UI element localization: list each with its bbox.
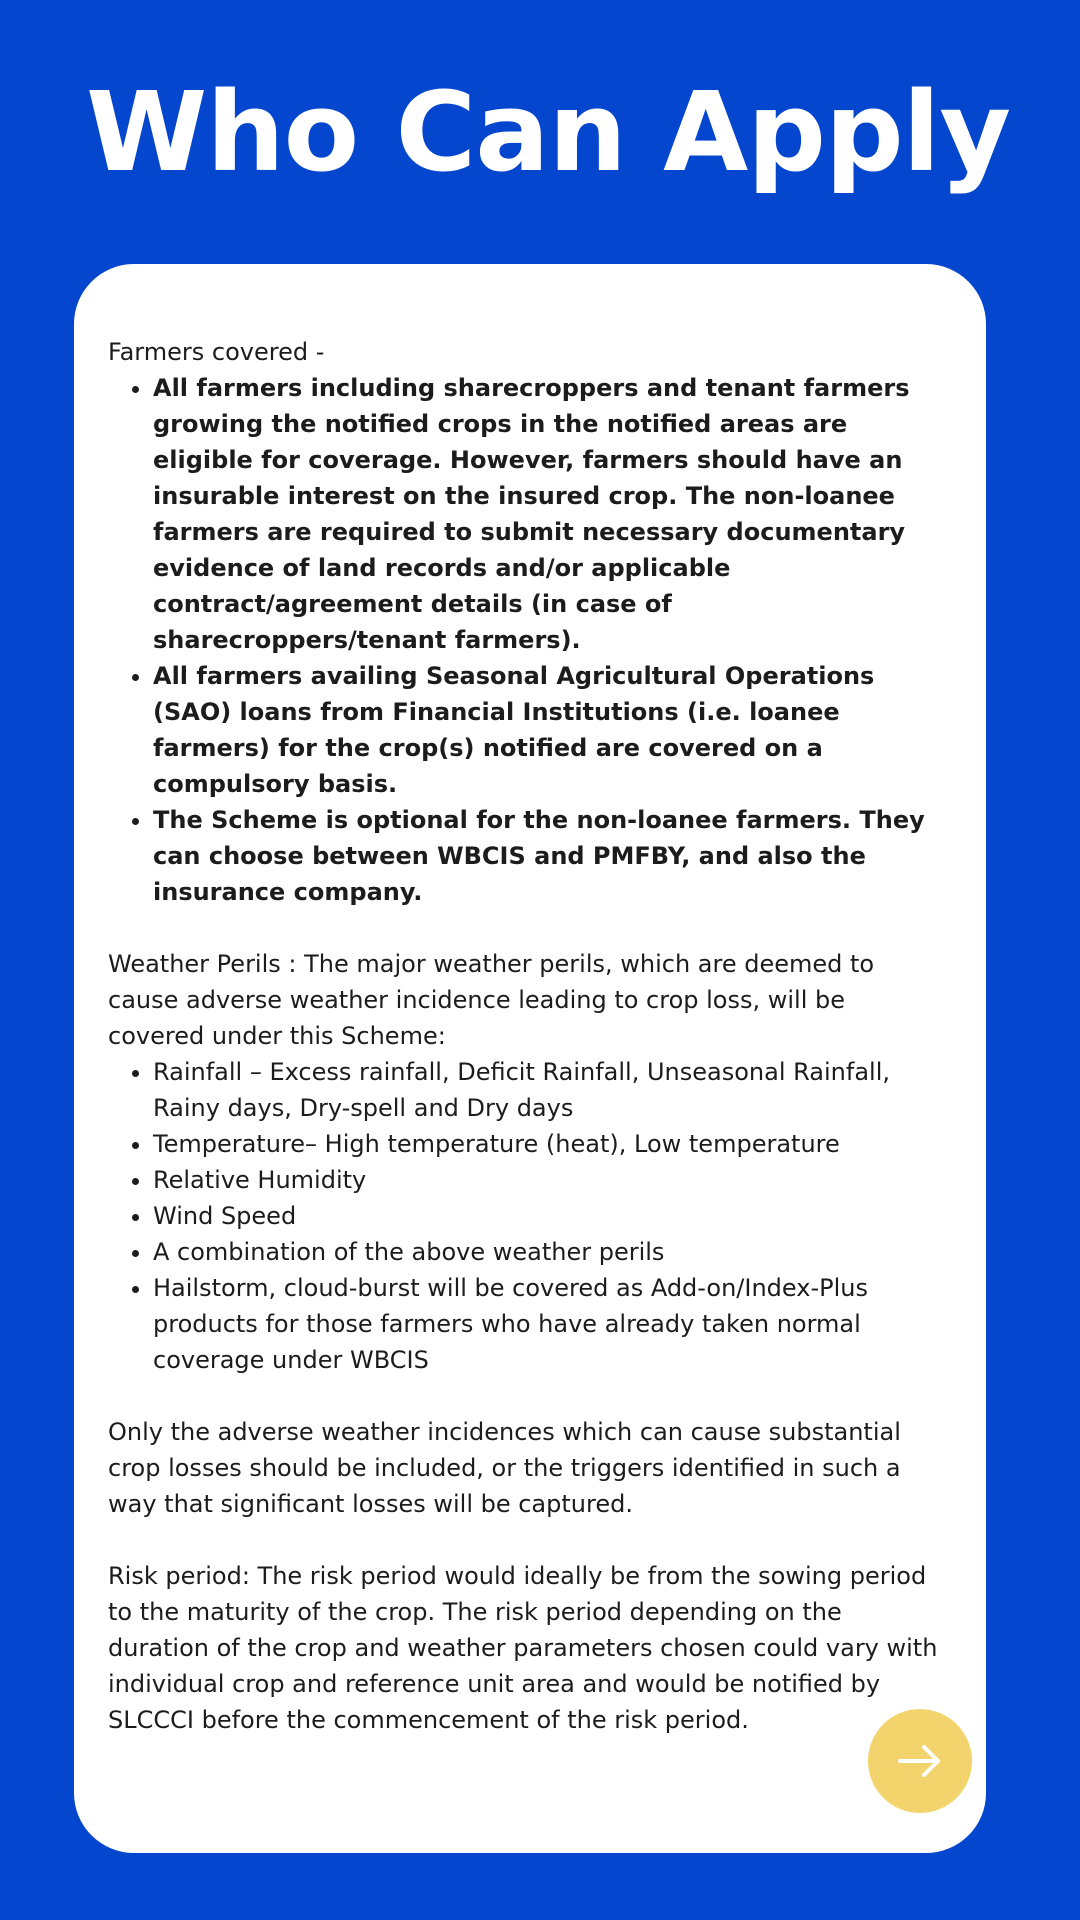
page-title: Who Can Apply xyxy=(86,68,1011,196)
spacer xyxy=(108,1522,946,1558)
weather-perils-heading: Weather Perils : The major weather perils, which are deemed to cause adverse weather incidence leading to crop loss, will be covered under this Scheme: xyxy=(108,950,875,1050)
content-card xyxy=(74,264,986,1853)
next-button[interactable] xyxy=(868,1709,972,1813)
list-item: • Hailstorm, cloud-burst will be covered as Add-on/Index-Plus products for those farmers who have already taken normal coverage under WBCIS xyxy=(153,1270,946,1378)
adverse-weather-paragraph: Only the adverse weather incidences which can cause substantial crop losses should be included, or the triggers identified in such a way that significant losses will be captured. xyxy=(108,1418,901,1518)
list-item: • All farmers including sharecroppers and tenant farmers growing the notified crops in the notified areas are eligible for coverage. However, farmers should have an insurable interest on the insured crop. The non-loanee farmers are required to submit necessary documentary evidence of land records and/or applicable contract/agreement details (in case of sharecroppers/tenant farmers). xyxy=(153,370,946,658)
list-item: • All farmers availing Seasonal Agricultural Operations (SAO) loans from Financial Institutions (i.e. loanee farmers) for the crop(s) notified are covered on a compulsory basis. xyxy=(153,658,946,802)
farmers-covered-heading: Farmers covered - xyxy=(108,338,325,366)
list-item: • Relative Humidity xyxy=(153,1162,946,1198)
list-item: • Temperature– High temperature (heat), Low temperature xyxy=(153,1126,946,1162)
list-item: • Rainfall – Excess rainfall, Deficit Rainfall, Unseasonal Rainfall, Rainy days, Dry-spell and Dry days xyxy=(153,1054,946,1126)
list-item: • The Scheme is optional for the non-loanee farmers. They can choose between WBCIS and PMFBY, and also the insurance company. xyxy=(153,802,946,910)
spacer xyxy=(108,1378,946,1414)
farmers-covered-list xyxy=(108,370,946,910)
list-item: • A combination of the above weather perils xyxy=(153,1234,946,1270)
arrow-right-icon xyxy=(898,1743,942,1779)
weather-perils-list xyxy=(108,1054,946,1378)
spacer xyxy=(108,910,946,946)
risk-period-paragraph: Risk period: The risk period would ideally be from the sowing period to the maturity of the crop. The risk period depending on the duration of the crop and weather parameters chosen could vary with individual crop and reference unit area and would be notified by SLCCCI before the commencement of the risk period. xyxy=(108,1562,938,1734)
list-item: • Wind Speed xyxy=(153,1198,946,1234)
